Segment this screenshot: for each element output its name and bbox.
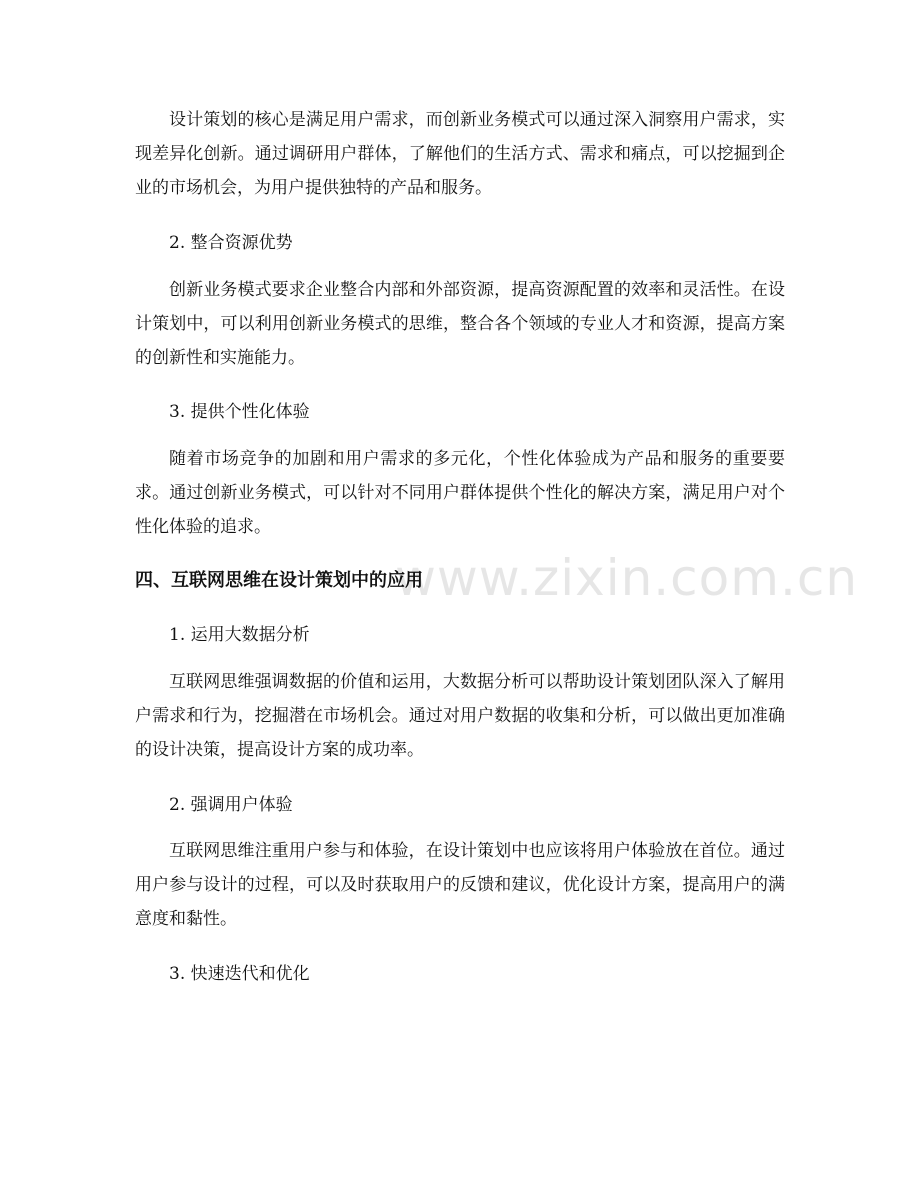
subheading-fast-iteration: 3. 快速迭代和优化 xyxy=(169,964,310,984)
subheading-big-data: 1. 运用大数据分析 xyxy=(169,625,310,645)
paragraph-personalized-experience: 随着市场竞争的加剧和用户需求的多元化，个性化体验成为产品和服务的重要要求。通过创新业务模式，可以针对不同用户群体提供个性化的解决方案，满足用户对个性化体验的追求。 xyxy=(135,449,785,537)
paragraph-user-needs: 设计策划的核心是满足用户需求，而创新业务模式可以通过深入洞察用户需求，实现差异化创新。通过调研用户群体，了解他们的生活方式、需求和痛点，可以挖掘到企业的市场机会，为用户提供独特的产品和服务。 xyxy=(135,110,785,198)
section-heading-internet-thinking: 四、互联网思维在设计策划中的应用 xyxy=(135,570,423,591)
subheading-integrate-resources: 2. 整合资源优势 xyxy=(169,233,293,253)
subheading-user-experience: 2. 强调用户体验 xyxy=(169,795,293,815)
paragraph-user-experience: 互联网思维注重用户参与和体验，在设计策划中也应该将用户体验放在首位。通过用户参与设计的过程，可以及时获取用户的反馈和建议，优化设计方案，提高用户的满意度和黏性。 xyxy=(135,841,785,929)
paragraph-big-data: 互联网思维强调数据的价值和运用，大数据分析可以帮助设计策划团队深入了解用户需求和行为，挖掘潜在市场机会。通过对用户数据的收集和分析，可以做出更加准确的设计决策，提高设计方案的成功率。 xyxy=(135,672,785,760)
watermark: www.zixin.com.cn xyxy=(395,549,859,607)
paragraph-integrate-resources: 创新业务模式要求企业整合内部和外部资源，提高资源配置的效率和灵活性。在设计策划中，可以利用创新业务模式的思维，整合各个领域的专业人才和资源，提高方案的创新性和实施能力。 xyxy=(135,280,785,368)
subheading-personalized-experience: 3. 提供个性化体验 xyxy=(169,402,310,422)
